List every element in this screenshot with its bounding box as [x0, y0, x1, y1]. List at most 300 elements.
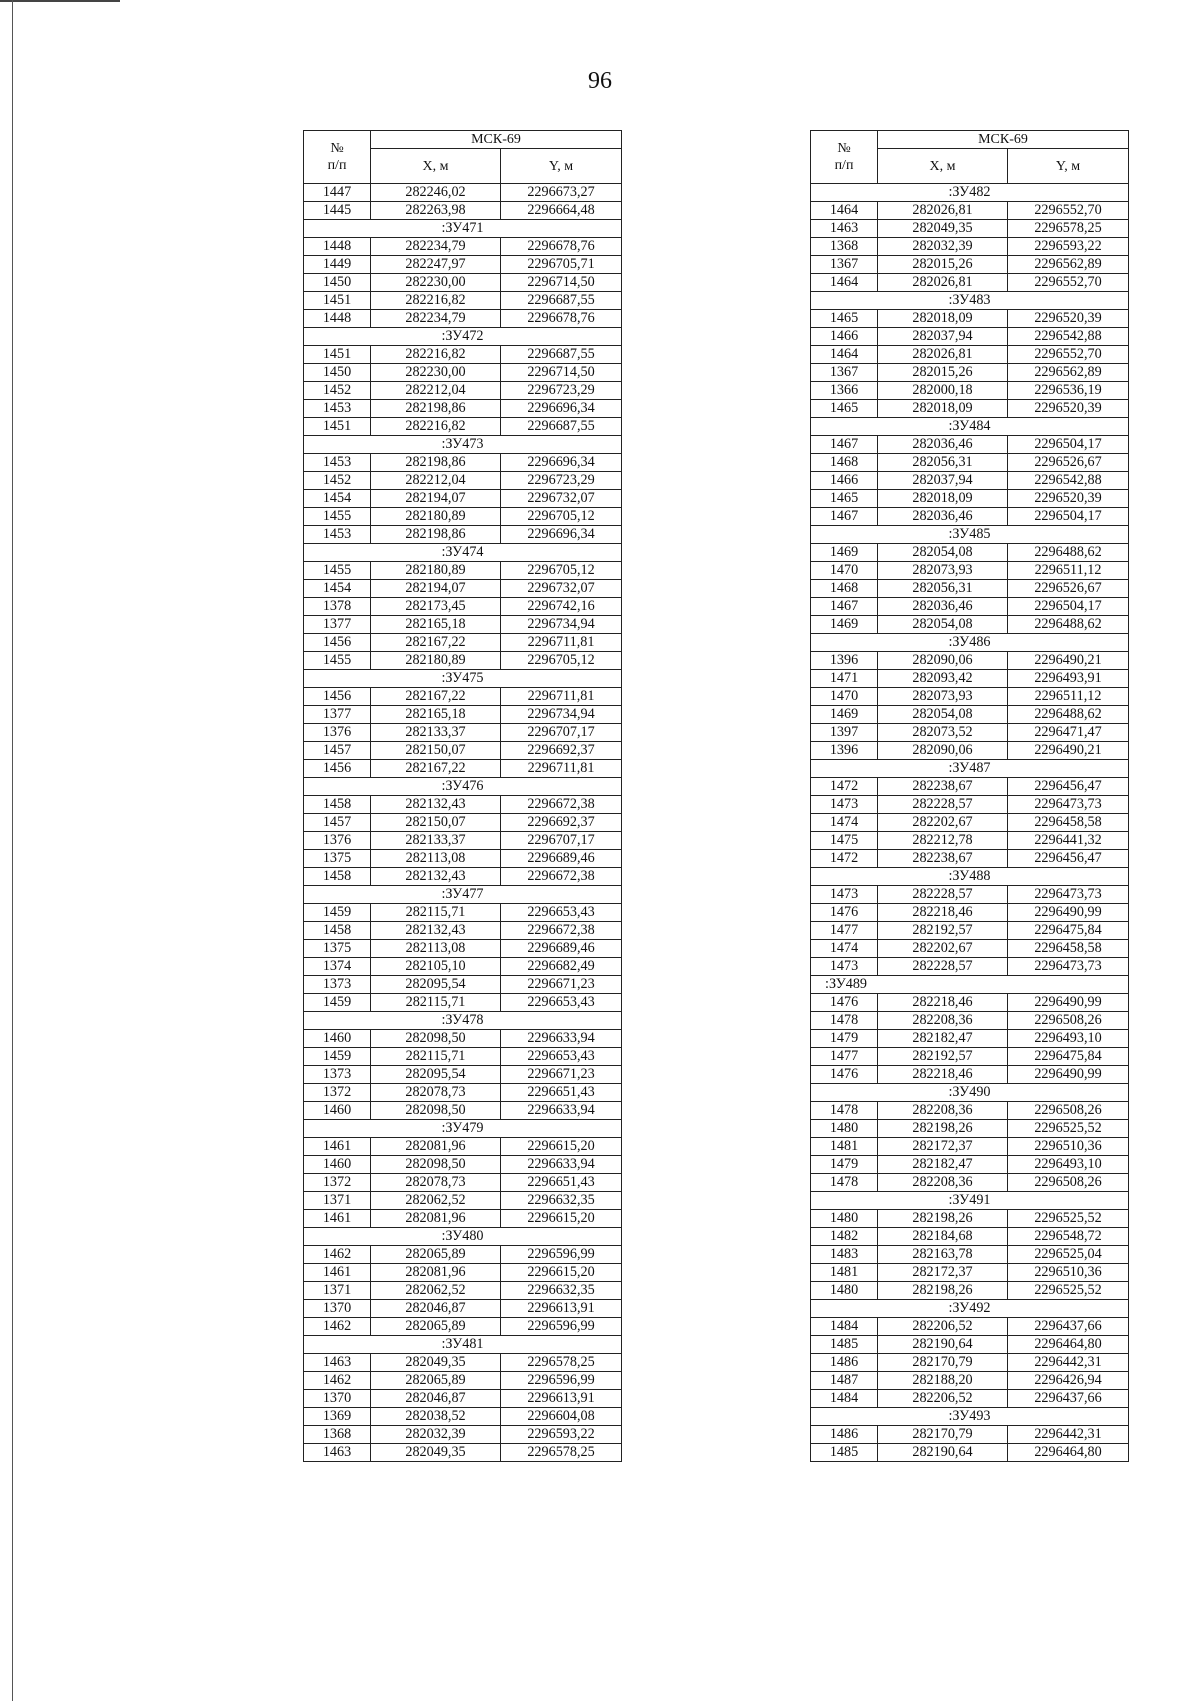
- x-coordinate: 282184,68: [878, 1228, 1008, 1246]
- x-coordinate: 282081,96: [371, 1264, 501, 1282]
- table-row: [811, 364, 1129, 382]
- parcel-label: :ЗУ490: [811, 1084, 1129, 1102]
- x-coordinate: 282132,43: [371, 868, 501, 886]
- y-coordinate: 2296671,23: [501, 1066, 622, 1084]
- y-coordinate: 2296687,55: [501, 418, 622, 436]
- y-coordinate: 2296651,43: [501, 1084, 622, 1102]
- table-row: [304, 868, 622, 886]
- point-number: 1371: [304, 1282, 371, 1300]
- y-coordinate: 2296596,99: [501, 1246, 622, 1264]
- point-number: 1374: [304, 958, 371, 976]
- table-row: [811, 544, 1129, 562]
- x-coordinate: 282192,57: [878, 922, 1008, 940]
- table-row: [304, 454, 622, 472]
- y-coordinate: 2296714,50: [501, 364, 622, 382]
- table-row: [304, 382, 622, 400]
- y-coordinate: 2296734,94: [501, 616, 622, 634]
- parcel-heading-row: [811, 760, 1129, 778]
- header-x: X, м: [371, 149, 501, 184]
- x-coordinate: 282180,89: [371, 508, 501, 526]
- point-number: 1477: [811, 922, 878, 940]
- y-coordinate: 2296672,38: [501, 868, 622, 886]
- x-coordinate: 282098,50: [371, 1102, 501, 1120]
- point-number: 1464: [811, 202, 878, 220]
- y-coordinate: 2296672,38: [501, 796, 622, 814]
- y-coordinate: 2296456,47: [1008, 850, 1129, 868]
- point-number: 1478: [811, 1174, 878, 1192]
- table-row: [811, 1282, 1129, 1300]
- point-number: 1376: [304, 724, 371, 742]
- point-number: 1367: [811, 364, 878, 382]
- y-coordinate: 2296548,72: [1008, 1228, 1129, 1246]
- point-number: 1448: [304, 238, 371, 256]
- y-coordinate: 2296578,25: [501, 1444, 622, 1462]
- parcel-heading-row: [304, 778, 622, 796]
- header-system: МСК-69: [878, 131, 1129, 149]
- parcel-label: :ЗУ471: [304, 220, 622, 238]
- y-coordinate: 2296687,55: [501, 346, 622, 364]
- table-row: [811, 1156, 1129, 1174]
- parcel-heading-row: [304, 670, 622, 688]
- x-coordinate: 282167,22: [371, 760, 501, 778]
- point-number: 1375: [304, 940, 371, 958]
- table-row: [304, 634, 622, 652]
- point-number: 1469: [811, 616, 878, 634]
- table-row: [304, 238, 622, 256]
- x-coordinate: 282230,00: [371, 364, 501, 382]
- x-coordinate: 282018,09: [878, 400, 1008, 418]
- point-number: 1470: [811, 562, 878, 580]
- y-coordinate: 2296490,99: [1008, 994, 1129, 1012]
- table-row: [811, 598, 1129, 616]
- y-coordinate: 2296692,37: [501, 742, 622, 760]
- x-coordinate: 282132,43: [371, 922, 501, 940]
- x-coordinate: 282198,86: [371, 454, 501, 472]
- parcel-heading-row: [811, 418, 1129, 436]
- table-row: [304, 1066, 622, 1084]
- point-number: 1474: [811, 940, 878, 958]
- x-coordinate: 282049,35: [371, 1354, 501, 1372]
- y-coordinate: 2296471,47: [1008, 724, 1129, 742]
- y-coordinate: 2296504,17: [1008, 508, 1129, 526]
- point-number: 1486: [811, 1354, 878, 1372]
- parcel-heading-row: [811, 634, 1129, 652]
- parcel-label: :ЗУ480: [304, 1228, 622, 1246]
- x-coordinate: 282026,81: [878, 346, 1008, 364]
- y-coordinate: 2296542,88: [1008, 472, 1129, 490]
- point-number: 1372: [304, 1174, 371, 1192]
- x-coordinate: 282026,81: [878, 274, 1008, 292]
- parcel-label: :ЗУ481: [304, 1336, 622, 1354]
- header-row-top: [304, 131, 622, 149]
- table-row: [304, 958, 622, 976]
- point-number: 1373: [304, 1066, 371, 1084]
- table-row: [811, 454, 1129, 472]
- table-row: [811, 1372, 1129, 1390]
- table-row: [304, 994, 622, 1012]
- y-coordinate: 2296536,19: [1008, 382, 1129, 400]
- y-coordinate: 2296671,23: [501, 976, 622, 994]
- point-number: 1369: [304, 1408, 371, 1426]
- scan-edge-left: [12, 0, 13, 1701]
- point-number: 1396: [811, 652, 878, 670]
- parcel-heading-row: [811, 292, 1129, 310]
- y-coordinate: 2296526,67: [1008, 580, 1129, 598]
- x-coordinate: 282015,26: [878, 364, 1008, 382]
- parcel-heading-row: [811, 1084, 1129, 1102]
- x-coordinate: 282015,26: [878, 256, 1008, 274]
- parcel-label: :ЗУ475: [304, 670, 622, 688]
- y-coordinate: 2296473,73: [1008, 886, 1129, 904]
- y-coordinate: 2296475,84: [1008, 922, 1129, 940]
- x-coordinate: 282090,06: [878, 742, 1008, 760]
- table-row: [811, 1012, 1129, 1030]
- table-row: [811, 310, 1129, 328]
- x-coordinate: 282167,22: [371, 634, 501, 652]
- x-coordinate: 282078,73: [371, 1174, 501, 1192]
- x-coordinate: 282190,64: [878, 1444, 1008, 1462]
- table-row: [811, 1336, 1129, 1354]
- x-coordinate: 282098,50: [371, 1030, 501, 1048]
- table-row: [811, 346, 1129, 364]
- y-coordinate: 2296578,25: [501, 1354, 622, 1372]
- y-coordinate: 2296705,12: [501, 562, 622, 580]
- point-number: 1451: [304, 346, 371, 364]
- point-number: 1370: [304, 1300, 371, 1318]
- table-row: [304, 796, 622, 814]
- table-row: [811, 256, 1129, 274]
- parcel-label: :ЗУ482: [811, 184, 1129, 202]
- point-number: 1457: [304, 742, 371, 760]
- table-row: [304, 922, 622, 940]
- point-number: 1378: [304, 598, 371, 616]
- y-coordinate: 2296613,91: [501, 1300, 622, 1318]
- point-number: 1459: [304, 994, 371, 1012]
- table-row: [304, 526, 622, 544]
- point-number: 1471: [811, 670, 878, 688]
- y-coordinate: 2296696,34: [501, 526, 622, 544]
- x-coordinate: 282150,07: [371, 742, 501, 760]
- header-x: X, м: [878, 149, 1008, 184]
- table-row: [304, 1048, 622, 1066]
- x-coordinate: 282049,35: [878, 220, 1008, 238]
- table-row: [304, 850, 622, 868]
- x-coordinate: 282170,79: [878, 1354, 1008, 1372]
- x-coordinate: 282167,22: [371, 688, 501, 706]
- parcel-heading-row: [304, 1120, 622, 1138]
- point-number: 1449: [304, 256, 371, 274]
- point-number: 1473: [811, 796, 878, 814]
- point-number: 1483: [811, 1246, 878, 1264]
- x-coordinate: 282115,71: [371, 904, 501, 922]
- x-coordinate: 282133,37: [371, 724, 501, 742]
- y-coordinate: 2296714,50: [501, 274, 622, 292]
- table-row: [811, 1048, 1129, 1066]
- y-coordinate: 2296464,80: [1008, 1336, 1129, 1354]
- y-coordinate: 2296525,04: [1008, 1246, 1129, 1264]
- table-row: [811, 1102, 1129, 1120]
- point-number: 1456: [304, 760, 371, 778]
- point-number: 1481: [811, 1264, 878, 1282]
- parcel-heading-row: [304, 220, 622, 238]
- point-number: 1476: [811, 994, 878, 1012]
- point-number: 1454: [304, 490, 371, 508]
- table-body-right: [811, 184, 1129, 1462]
- point-number: 1477: [811, 1048, 878, 1066]
- table-row: [304, 940, 622, 958]
- x-coordinate: 282172,37: [878, 1138, 1008, 1156]
- table-row: [811, 994, 1129, 1012]
- x-coordinate: 282113,08: [371, 940, 501, 958]
- coordinates-table-right: [810, 130, 1129, 1462]
- table-row: [304, 904, 622, 922]
- table-row: [811, 1390, 1129, 1408]
- point-number: 1454: [304, 580, 371, 598]
- y-coordinate: 2296653,43: [501, 994, 622, 1012]
- x-coordinate: 282218,46: [878, 904, 1008, 922]
- point-number: 1484: [811, 1318, 878, 1336]
- y-coordinate: 2296490,99: [1008, 904, 1129, 922]
- y-coordinate: 2296456,47: [1008, 778, 1129, 796]
- table-row: [304, 274, 622, 292]
- table-row: [811, 742, 1129, 760]
- table-row: [811, 1138, 1129, 1156]
- y-coordinate: 2296508,26: [1008, 1012, 1129, 1030]
- x-coordinate: 282198,86: [371, 526, 501, 544]
- x-coordinate: 282056,31: [878, 454, 1008, 472]
- parcel-heading-row: [811, 184, 1129, 202]
- point-number: 1479: [811, 1156, 878, 1174]
- y-coordinate: 2296678,76: [501, 238, 622, 256]
- y-coordinate: 2296672,38: [501, 922, 622, 940]
- y-coordinate: 2296732,07: [501, 490, 622, 508]
- table-row: [811, 1066, 1129, 1084]
- y-coordinate: 2296613,91: [501, 1390, 622, 1408]
- table-row: [304, 1426, 622, 1444]
- point-number: 1455: [304, 562, 371, 580]
- x-coordinate: 282208,36: [878, 1174, 1008, 1192]
- table-row: [811, 1246, 1129, 1264]
- point-number: 1452: [304, 472, 371, 490]
- point-number: 1467: [811, 598, 878, 616]
- y-coordinate: 2296593,22: [501, 1426, 622, 1444]
- parcel-label: :ЗУ489: [811, 976, 1129, 994]
- x-coordinate: 282208,36: [878, 1102, 1008, 1120]
- parcel-heading-row: [304, 328, 622, 346]
- parcel-heading-row: [304, 1228, 622, 1246]
- x-coordinate: 282234,79: [371, 238, 501, 256]
- y-coordinate: 2296734,94: [501, 706, 622, 724]
- table-row: [304, 760, 622, 778]
- point-number: 1461: [304, 1210, 371, 1228]
- y-coordinate: 2296552,70: [1008, 346, 1129, 364]
- point-number: 1460: [304, 1030, 371, 1048]
- point-number: 1467: [811, 436, 878, 454]
- y-coordinate: 2296426,94: [1008, 1372, 1129, 1390]
- y-coordinate: 2296511,12: [1008, 562, 1129, 580]
- y-coordinate: 2296542,88: [1008, 328, 1129, 346]
- table-row: [811, 652, 1129, 670]
- table-row: [811, 1174, 1129, 1192]
- table-row: [304, 652, 622, 670]
- table-row: [304, 580, 622, 598]
- table-row: [811, 958, 1129, 976]
- parcel-label: :ЗУ484: [811, 418, 1129, 436]
- y-coordinate: 2296508,26: [1008, 1174, 1129, 1192]
- point-number: 1484: [811, 1390, 878, 1408]
- point-number: 1474: [811, 814, 878, 832]
- parcel-label: :ЗУ478: [304, 1012, 622, 1030]
- parcel-heading-row: [304, 544, 622, 562]
- x-coordinate: 282095,54: [371, 976, 501, 994]
- parcel-heading-row: [811, 976, 1129, 994]
- parcel-label: :ЗУ485: [811, 526, 1129, 544]
- point-number: 1469: [811, 544, 878, 562]
- y-coordinate: 2296633,94: [501, 1030, 622, 1048]
- x-coordinate: 282180,89: [371, 562, 501, 580]
- x-coordinate: 282216,82: [371, 346, 501, 364]
- y-coordinate: 2296508,26: [1008, 1102, 1129, 1120]
- parcel-heading-row: [811, 1300, 1129, 1318]
- coordinates-table-left: [303, 130, 622, 1462]
- point-number: 1455: [304, 652, 371, 670]
- table-row: [811, 580, 1129, 598]
- y-coordinate: 2296493,91: [1008, 670, 1129, 688]
- y-coordinate: 2296673,27: [501, 184, 622, 202]
- point-number: 1482: [811, 1228, 878, 1246]
- table-row: [811, 472, 1129, 490]
- header-y: Y, м: [501, 149, 622, 184]
- x-coordinate: 282037,94: [878, 472, 1008, 490]
- table-row: [811, 436, 1129, 454]
- y-coordinate: 2296696,34: [501, 400, 622, 418]
- x-coordinate: 282182,47: [878, 1156, 1008, 1174]
- x-coordinate: 282081,96: [371, 1210, 501, 1228]
- table-row: [304, 1156, 622, 1174]
- x-coordinate: 282065,89: [371, 1372, 501, 1390]
- x-coordinate: 282065,89: [371, 1246, 501, 1264]
- point-number: 1396: [811, 742, 878, 760]
- table-row: [304, 832, 622, 850]
- y-coordinate: 2296488,62: [1008, 616, 1129, 634]
- x-coordinate: 282132,43: [371, 796, 501, 814]
- point-number: 1366: [811, 382, 878, 400]
- table-row: [811, 940, 1129, 958]
- point-number: 1465: [811, 310, 878, 328]
- x-coordinate: 282165,18: [371, 616, 501, 634]
- point-number: 1448: [304, 310, 371, 328]
- y-coordinate: 2296596,99: [501, 1372, 622, 1390]
- table-row: [811, 814, 1129, 832]
- point-number: 1453: [304, 454, 371, 472]
- point-number: 1464: [811, 274, 878, 292]
- point-number: 1480: [811, 1210, 878, 1228]
- x-coordinate: 282018,09: [878, 310, 1008, 328]
- table-row: [304, 364, 622, 382]
- y-coordinate: 2296696,34: [501, 454, 622, 472]
- point-number: 1450: [304, 364, 371, 382]
- y-coordinate: 2296689,46: [501, 850, 622, 868]
- x-coordinate: 282150,07: [371, 814, 501, 832]
- x-coordinate: 282054,08: [878, 616, 1008, 634]
- y-coordinate: 2296653,43: [501, 1048, 622, 1066]
- point-number: 1456: [304, 688, 371, 706]
- point-number: 1458: [304, 796, 371, 814]
- x-coordinate: 282000,18: [878, 382, 1008, 400]
- table-row: [304, 490, 622, 508]
- point-number: 1465: [811, 490, 878, 508]
- x-coordinate: 282032,39: [878, 238, 1008, 256]
- x-coordinate: 282054,08: [878, 544, 1008, 562]
- x-coordinate: 282247,97: [371, 256, 501, 274]
- y-coordinate: 2296711,81: [501, 760, 622, 778]
- table-row: [304, 256, 622, 274]
- parcel-heading-row: [811, 868, 1129, 886]
- header-num: [811, 131, 878, 184]
- point-number: 1453: [304, 400, 371, 418]
- y-coordinate: 2296651,43: [501, 1174, 622, 1192]
- x-coordinate: 282173,45: [371, 598, 501, 616]
- table-row: [304, 1354, 622, 1372]
- y-coordinate: 2296441,32: [1008, 832, 1129, 850]
- table-row: [811, 1444, 1129, 1462]
- y-coordinate: 2296442,31: [1008, 1354, 1129, 1372]
- x-coordinate: 282228,57: [878, 958, 1008, 976]
- y-coordinate: 2296705,12: [501, 508, 622, 526]
- x-coordinate: 282192,57: [878, 1048, 1008, 1066]
- point-number: 1397: [811, 724, 878, 742]
- y-coordinate: 2296526,67: [1008, 454, 1129, 472]
- header-num: [304, 131, 371, 184]
- y-coordinate: 2296475,84: [1008, 1048, 1129, 1066]
- point-number: 1370: [304, 1390, 371, 1408]
- point-number: 1456: [304, 634, 371, 652]
- y-coordinate: 2296732,07: [501, 580, 622, 598]
- table-row: [304, 418, 622, 436]
- table-row: [304, 706, 622, 724]
- table-row: [304, 292, 622, 310]
- table-row: [811, 562, 1129, 580]
- y-coordinate: 2296687,55: [501, 292, 622, 310]
- x-coordinate: 282115,71: [371, 994, 501, 1012]
- header-num-sign: №: [330, 141, 344, 156]
- header-y: Y, м: [1008, 149, 1129, 184]
- y-coordinate: 2296682,49: [501, 958, 622, 976]
- table-row: [811, 832, 1129, 850]
- table-row: [304, 616, 622, 634]
- parcel-heading-row: [304, 1012, 622, 1030]
- table-row: [304, 1300, 622, 1318]
- table-row: [811, 670, 1129, 688]
- point-number: 1445: [304, 202, 371, 220]
- table-row: [304, 1138, 622, 1156]
- x-coordinate: 282198,26: [878, 1120, 1008, 1138]
- x-coordinate: 282049,35: [371, 1444, 501, 1462]
- table-row: [304, 184, 622, 202]
- x-coordinate: 282065,89: [371, 1318, 501, 1336]
- y-coordinate: 2296723,29: [501, 382, 622, 400]
- table-row: [304, 1318, 622, 1336]
- y-coordinate: 2296632,35: [501, 1192, 622, 1210]
- table-row: [811, 850, 1129, 868]
- x-coordinate: 282032,39: [371, 1426, 501, 1444]
- point-number: 1475: [811, 832, 878, 850]
- x-coordinate: 282198,26: [878, 1282, 1008, 1300]
- y-coordinate: 2296511,12: [1008, 688, 1129, 706]
- table-row: [304, 724, 622, 742]
- point-number: 1472: [811, 850, 878, 868]
- table-row: [811, 202, 1129, 220]
